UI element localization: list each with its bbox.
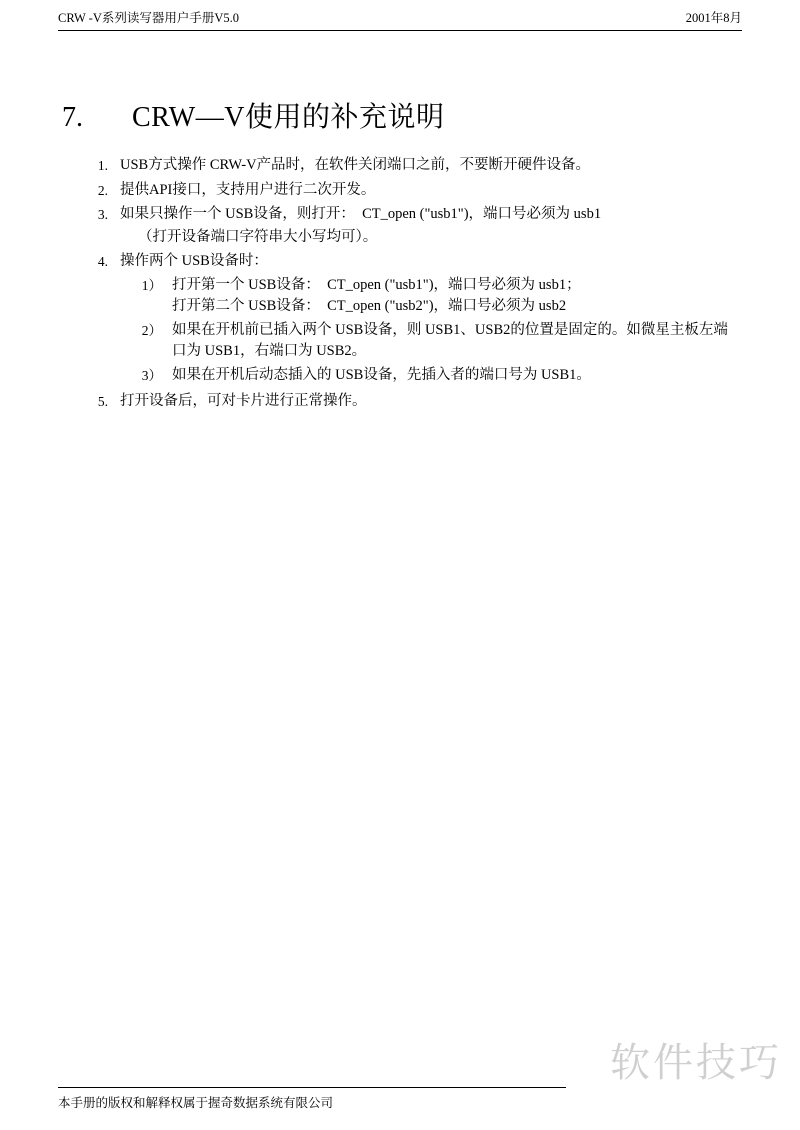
page-header	[58, 10, 742, 31]
list-item-text: 打开设备后，可对卡片进行正常操作。	[120, 393, 367, 409]
section-title	[62, 100, 444, 136]
document-body	[62, 152, 752, 413]
footer-text: 本手册的版权和解释权属于握奇数据系统有限公司	[58, 1096, 334, 1110]
sub-list-item-line-2: 打开第二个 USB设备： CT_open ("usb2")，端口号必须为 usb2	[172, 298, 567, 314]
sub-list-item	[136, 275, 752, 318]
sub-list-item	[136, 365, 752, 387]
list-item	[62, 155, 752, 177]
sub-list-item-line-1: 打开第一个 USB设备： CT_open ("usb1")，端口号必须为 usb1；	[172, 276, 581, 293]
list-item-text: 操作两个 USB设备时：	[120, 253, 268, 269]
header-date-right: 2001年8月	[685, 11, 742, 25]
list-item-line: 如果只操作一个 USB设备，则打开： CT_open ("usb1")，端口号必须为 usb1	[120, 206, 602, 222]
sub-list-item-marker: 3）	[141, 367, 162, 383]
sub-list-item-text: 如果在开机后动态插入的 USB设备，先插入者的端口号为 USB1。	[172, 366, 591, 383]
section-title-text: CRW—V使用的补充说明	[132, 102, 445, 133]
header-title-left: CRW -V系列读写器用户手册V5.0	[58, 11, 240, 25]
list-item-text: USB方式操作 CRW-V产品时，在软件关闭端口之前，不要断开硬件设备。	[120, 157, 591, 173]
list-item-marker: 4.	[97, 254, 108, 269]
sub-list-item-line-2: 口为 USB1，右端口为 USB2。	[172, 343, 367, 359]
list-item-marker: 3.	[97, 207, 108, 222]
list-item-text	[120, 204, 752, 248]
watermark: 软件技巧	[610, 1041, 782, 1085]
footer-divider	[58, 1087, 566, 1088]
sub-list-item	[136, 320, 752, 363]
sub-list-item-line-1: 如果在开机前已插入两个 USB设备，则 USB1、USB2的位置是固定的。如微星主板左端	[172, 321, 728, 338]
sub-list-item-marker: 1）	[141, 277, 162, 293]
list-item-marker: 1.	[97, 158, 108, 173]
list-item	[62, 391, 752, 413]
list-item	[62, 251, 752, 273]
list-item-text: 提供API接口，支持用户进行二次开发。	[120, 181, 376, 198]
list-item-marker: 2.	[97, 182, 108, 198]
list-item	[62, 180, 752, 202]
section-number: 7.	[62, 102, 83, 133]
sub-list-item-text	[172, 320, 752, 363]
list-item-line-2: （打开设备端口字符串大小写均可）。	[138, 228, 378, 245]
sub-list-item-text	[172, 275, 752, 318]
sub-list-item-marker: 2）	[141, 322, 162, 338]
list-item	[62, 204, 752, 248]
list-item-marker: 5.	[97, 394, 108, 409]
